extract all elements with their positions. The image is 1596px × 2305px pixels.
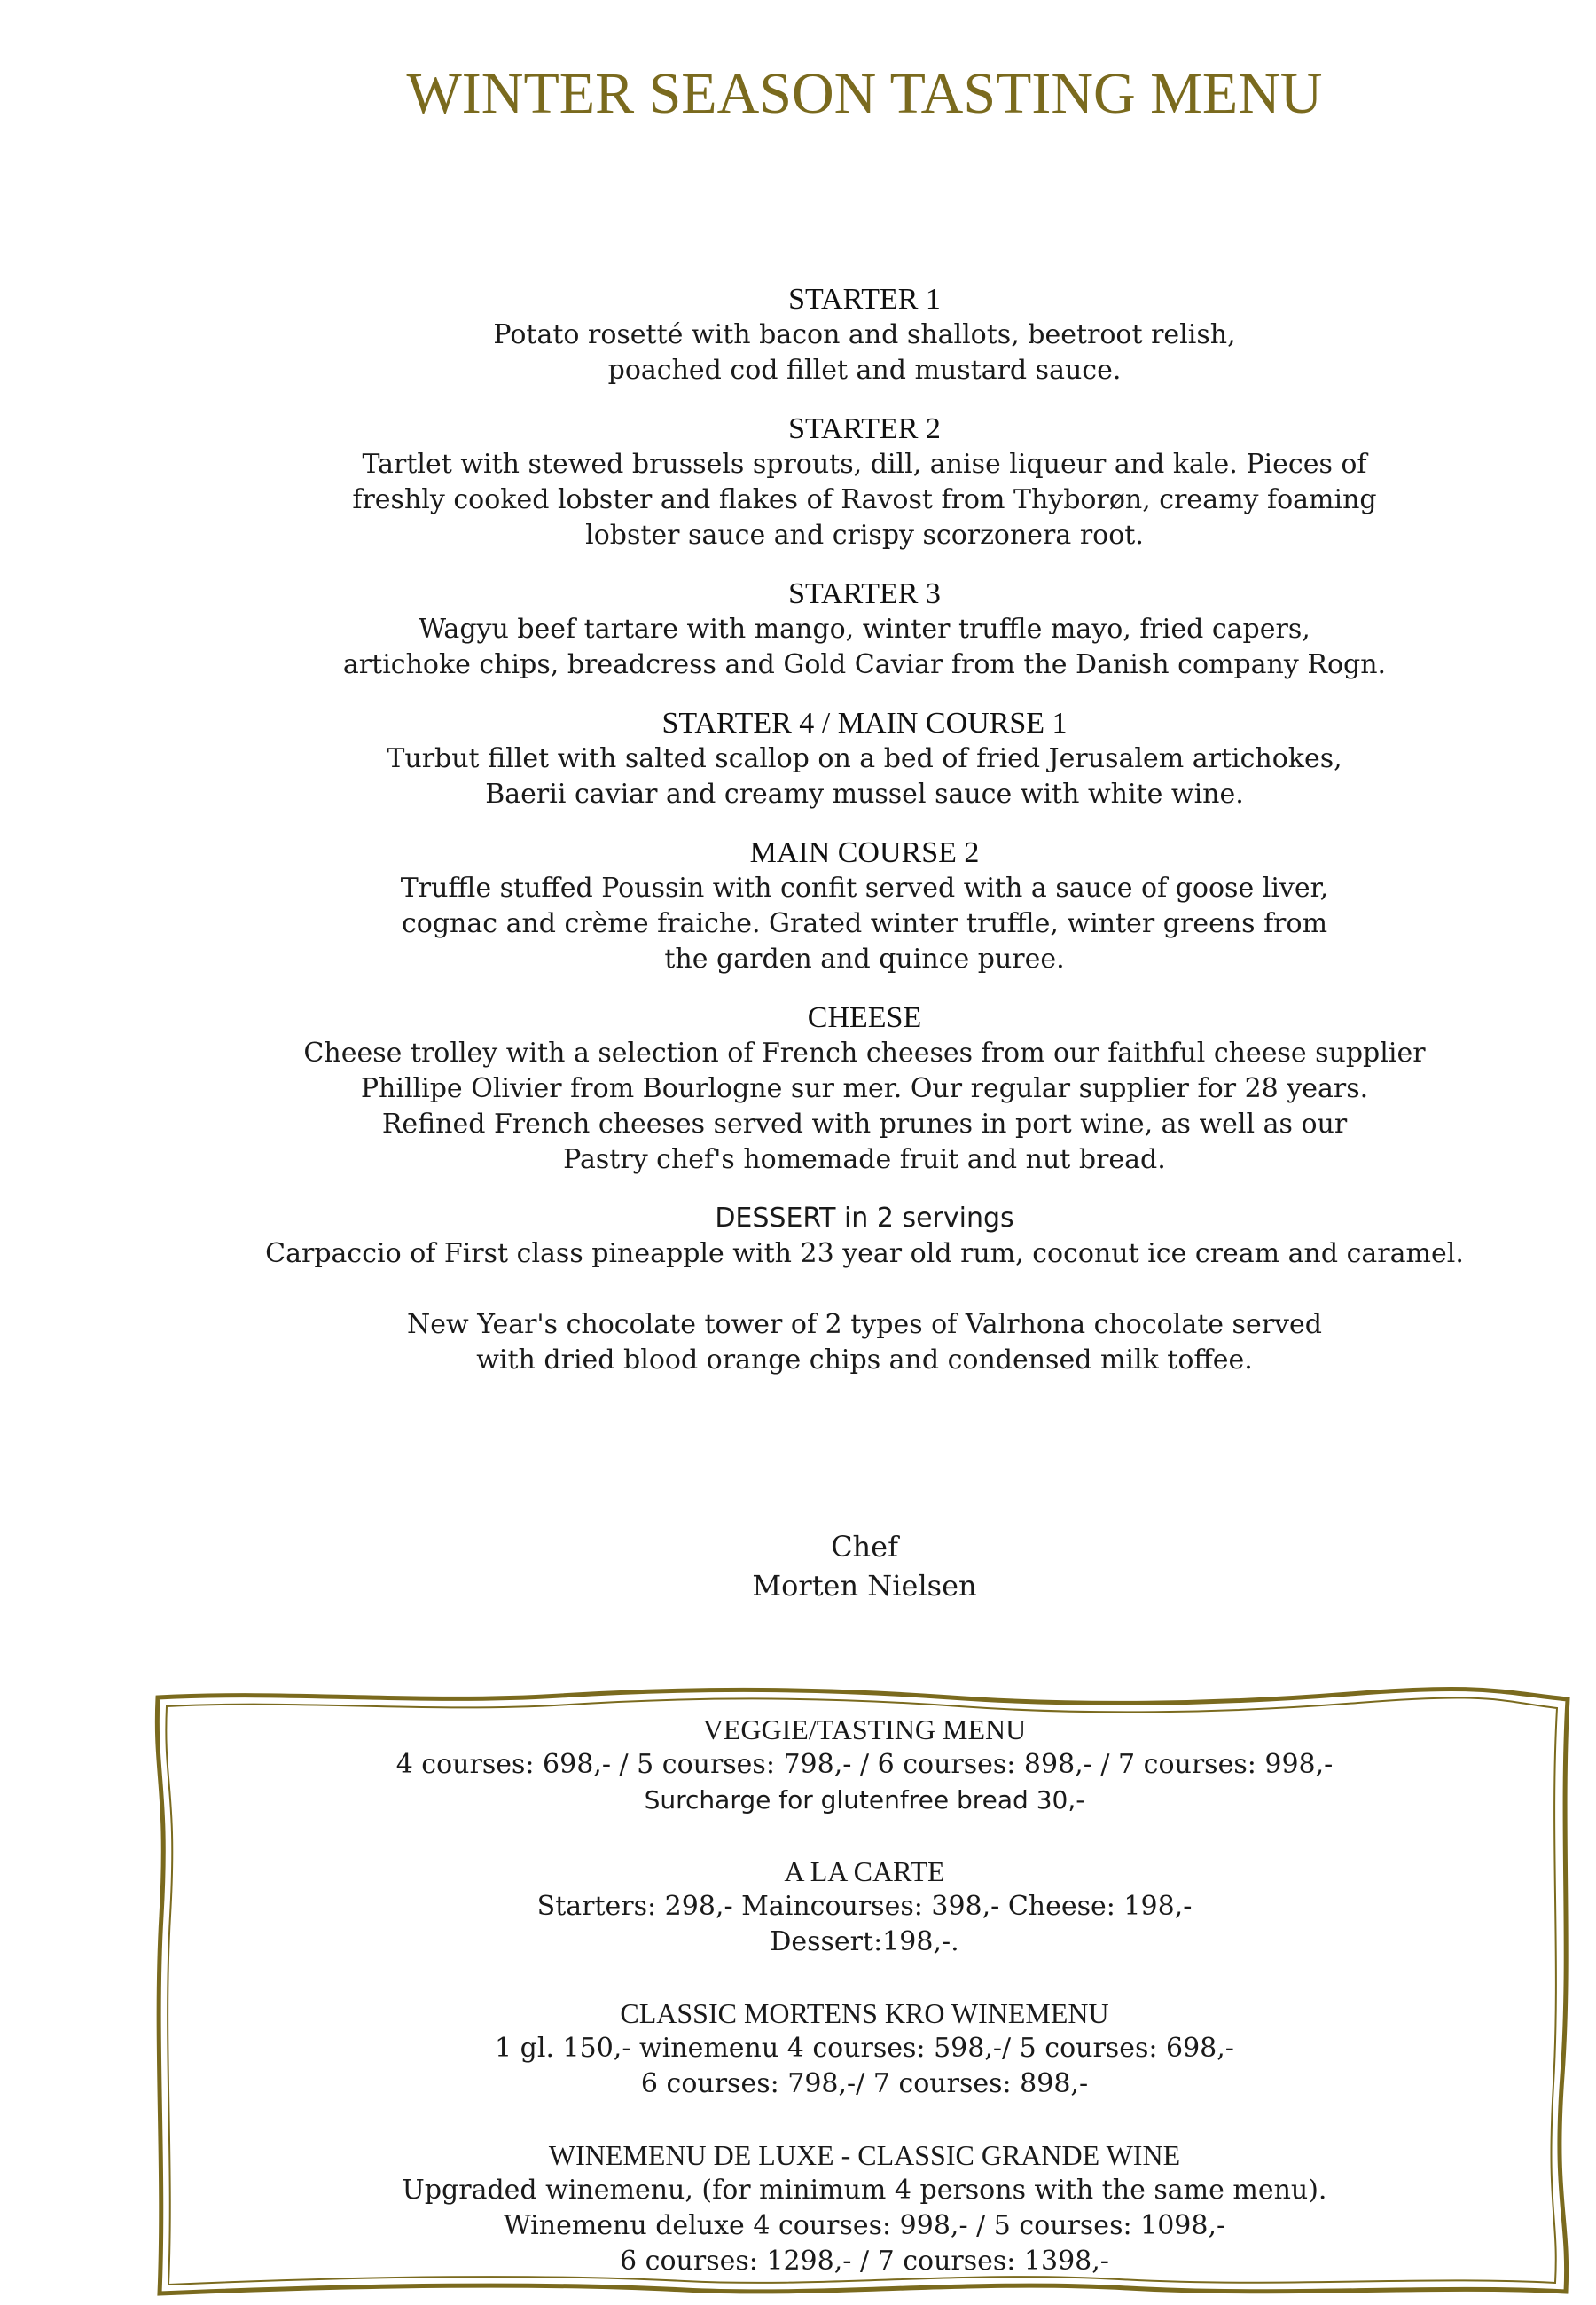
alacarte-dessert-price: Dessert:198,-. bbox=[770, 1926, 959, 1957]
veggie-prices: 4 courses: 698,- / 5 courses: 798,- / 6 courses: 898,- / 7 courses: 998,- bbox=[395, 1749, 1334, 1780]
course-description: lobster sauce and crispy scorzonera root. bbox=[585, 520, 1144, 551]
course-description: Baerii caviar and creamy mussel sauce with white wine. bbox=[485, 779, 1244, 810]
course-starter-2 bbox=[0, 412, 1596, 553]
deluxe-winemenu-heading: WINEMENU DE LUXE - CLASSIC GRANDE WINE bbox=[548, 2139, 1181, 2171]
course-name: DESSERT in 2 servings bbox=[715, 1203, 1014, 1234]
course-starter-3 bbox=[0, 576, 1596, 683]
course-description: Turbut fillet with salted scallop on a bed of fried Jerusalem artichokes, bbox=[387, 743, 1342, 774]
classic-winemenu-prices: 1 gl. 150,- winemenu 4 courses: 598,-/ 5 courses: 698,- bbox=[495, 2033, 1234, 2064]
dessert-serving-1: Carpaccio of First class pineapple with 23 year old rum, coconut ice cream and caramel. bbox=[265, 1238, 1464, 1269]
course-name: CHEESE bbox=[807, 1001, 922, 1034]
course-description: Pastry chef's homemade fruit and nut bread. bbox=[563, 1144, 1166, 1175]
course-name: STARTER 4 / MAIN COURSE 1 bbox=[661, 707, 1068, 740]
dessert-serving-2: New Year's chocolate tower of 2 types of Valrhona chocolate served bbox=[407, 1309, 1322, 1340]
course-name: STARTER 2 bbox=[788, 412, 941, 445]
chef-name: Morten Nielsen bbox=[752, 1569, 977, 1603]
alacarte-prices: Starters: 298,- Maincourses: 398,- Cheese: 198,- bbox=[536, 1891, 1193, 1922]
course-name: STARTER 1 bbox=[788, 283, 941, 316]
classic-winemenu-prices: 6 courses: 798,-/ 7 courses: 898,- bbox=[640, 2068, 1089, 2099]
course-description: artichoke chips, breadcress and Gold Caviar from the Danish company Rogn. bbox=[342, 649, 1387, 680]
course-description: the garden and quince puree. bbox=[664, 944, 1065, 975]
page-title: WINTER SEASON TASTING MENU bbox=[406, 61, 1323, 126]
veggie-heading: VEGGIE/TASTING MENU bbox=[702, 1713, 1027, 1745]
course-name: MAIN COURSE 2 bbox=[749, 836, 980, 869]
tasting-menu bbox=[0, 282, 1596, 1401]
course-name: STARTER 3 bbox=[788, 577, 941, 610]
course-description: cognac and crème fraiche. Grated winter truffle, winter greens from bbox=[401, 908, 1328, 939]
course-description: poached cod fillet and mustard sauce. bbox=[607, 355, 1122, 386]
course-cheese bbox=[0, 1000, 1596, 1178]
deluxe-winemenu-prices: 6 courses: 1298,- / 7 courses: 1398,- bbox=[620, 2246, 1109, 2277]
course-description: Wagyu beef tartare with mango, winter truffle mayo, fried capers, bbox=[419, 614, 1310, 645]
course-description: Refined French cheeses served with prunes in port wine, as well as our bbox=[381, 1109, 1348, 1140]
course-description: Potato rosetté with bacon and shallots, beetroot relish, bbox=[493, 319, 1236, 350]
deluxe-winemenu-note: Upgraded winemenu, (for minimum 4 persons with the same menu). bbox=[402, 2175, 1327, 2206]
dessert-serving-2: with dried blood orange chips and condensed milk toffee. bbox=[476, 1345, 1253, 1376]
course-description: Truffle stuffed Poussin with confit served with a sauce of goose liver, bbox=[400, 873, 1329, 904]
course-starter-4-main-1 bbox=[0, 706, 1596, 812]
course-starter-1 bbox=[0, 282, 1596, 388]
deluxe-winemenu-prices: Winemenu deluxe 4 courses: 998,- / 5 courses: 1098,- bbox=[503, 2210, 1226, 2241]
course-description: Tartlet with stewed brussels sprouts, dill, anise liqueur and kale. Pieces of bbox=[362, 449, 1367, 480]
chef-label: Chef bbox=[831, 1530, 898, 1564]
course-description: freshly cooked lobster and flakes of Ravost from Thyborøn, creamy foaming bbox=[352, 484, 1377, 515]
course-description: Cheese trolley with a selection of French cheeses from our faithful cheese supplier bbox=[303, 1038, 1426, 1069]
classic-winemenu-heading: CLASSIC MORTENS KRO WINEMENU bbox=[620, 1997, 1109, 2029]
glutenfree-surcharge: Surcharge for glutenfree bread 30,- bbox=[644, 1785, 1085, 1815]
course-description: Phillipe Olivier from Bourlogne sur mer. Our regular supplier for 28 years. bbox=[360, 1073, 1369, 1104]
pricing-box bbox=[0, 1712, 1596, 2279]
course-dessert bbox=[0, 1201, 1596, 1378]
alacarte-heading: A LA CARTE bbox=[784, 1855, 945, 1887]
chef-signature bbox=[0, 1527, 1596, 1605]
course-main-2 bbox=[0, 835, 1596, 977]
